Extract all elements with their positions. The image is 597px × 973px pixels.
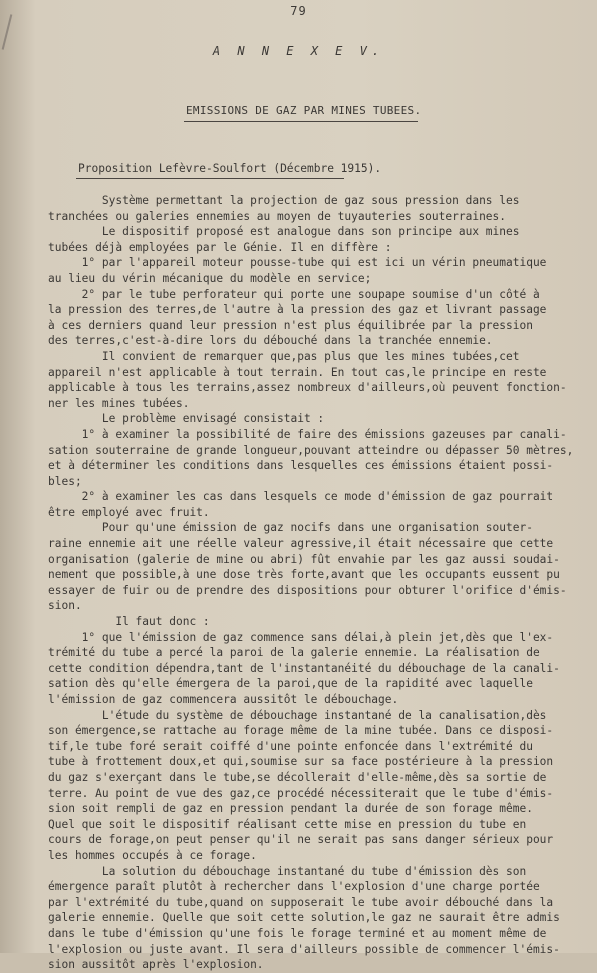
text-line: Il convient de remarquer que,pas plus que les mines tubées,cet [48, 349, 520, 363]
text-line: 1° par l'appareil moteur pousse-tube qui est ici un vérin pneumatique [48, 256, 547, 270]
text-line: l'explosion ou juste avant. Il sera d'ailleurs possible de commencer l'émis- [48, 942, 560, 956]
text-line: bles; [48, 474, 82, 488]
text-line: du gaz s'exerçant dans le tube,se décollerait d'elle-même,dès sa sortie de [48, 770, 547, 784]
text-line: émergence paraît plutôt à rechercher dans l'explosion d'une charge portée [48, 880, 540, 894]
text-line: sion. [48, 599, 82, 613]
text-line: essayer de fuir ou de prendre des dispositions pour obturer l'orifice d'émis- [48, 583, 567, 597]
text-line: 2° à examiner les cas dans lesquels ce mode d'émission de gaz pourrait [48, 490, 554, 504]
text-line: La solution du débouchage instantané du tube d'émission dès son [48, 864, 527, 878]
text-line: appareil n'est applicable à tout terrain. En tout cas,le principe en reste [48, 365, 547, 379]
text-line: Système permettant la projection de gaz sous pression dans les [48, 194, 520, 207]
text-line: tranchées ou galeries ennemies au moyen de tuyauteries souterraines. [48, 209, 507, 223]
text-line: galerie ennemie. Quelle que soit cette solution,le gaz ne saurait être admis [48, 911, 560, 925]
text-line: la pression des terres,de l'autre à la pression des gaz et livrant passage [48, 303, 547, 317]
proposal-heading-underline [76, 178, 344, 179]
text-line: 1° que l'émission de gaz commence sans délai,à plein jet,dès que l'ex- [48, 630, 554, 644]
text-line: 2° par le tube perforateur qui porte une soupape soumise d'un côté à [48, 287, 540, 301]
text-line: Le dispositif proposé est analogue dans son principe aux mines [48, 225, 520, 239]
text-line: tubées déjà employées par le Génie. Il en diffère : [48, 240, 392, 254]
text-line: des terres,c'est-à-dire lors du débouché dans la tranchée ennemie. [48, 334, 493, 348]
text-line: sion aussitôt après l'explosion. [48, 958, 264, 972]
text-line: Quel que soit le dispositif réalisant cette mise en pression du tube en [48, 817, 527, 831]
text-line: au lieu du vérin mécanique du modèle en service; [48, 271, 372, 285]
page-number: 79 [290, 4, 307, 18]
annex-heading: A N N E X E V. [212, 44, 385, 58]
text-line: tube à frottement doux,et qui,soumise sur sa face postérieure à la pression [48, 755, 554, 769]
text-line: et à déterminer les conditions dans lesquelles ces émissions étaient possi- [48, 459, 554, 473]
text-line: nement que possible,à une dose très forte,avant que les occupants eussent pu [48, 568, 560, 582]
text-line: trémité du tube a percé la paroi de la galerie ennemie. La réalisation de [48, 646, 540, 660]
text-line: dans le tube d'émission qu'une fois le forage terminé et au moment même de [48, 926, 547, 940]
text-line: Le problème envisagé consistait : [48, 412, 325, 426]
section-title-underline [184, 121, 418, 122]
text-line: les hommes occupés à ce forage. [48, 848, 257, 862]
text-line: son émergence,se rattache au forage même de la mine tubée. Dans ce disposi- [48, 724, 554, 738]
text-line: terre. Au point de vue des gaz,ce procédé nécessiterait que le tube d'émis- [48, 786, 554, 800]
body-text [48, 193, 588, 973]
proposal-heading: Proposition Lefèvre-Soulfort (Décembre 1915). [78, 162, 382, 175]
text-line: organisation (galerie de mine ou abri) fût envahie par les gaz aussi soudai- [48, 552, 560, 566]
text-line: à ces derniers quand leur pression n'est plus équilibrée par la pression [48, 318, 533, 332]
text-line: cette condition dépendra,tant de l'instantanéité du débouchage de la canali- [48, 661, 560, 675]
text-line: être employé avec fruit. [48, 505, 210, 519]
text-line: sion soit rempli de gaz en pression pendant la durée de son forage même. [48, 802, 533, 816]
text-line: par l'extrémité du tube,quand on supposerait le tube avoir débouché dans la [48, 895, 554, 909]
text-line: sation souterraine de grande longueur,pouvant atteindre ou dépasser 50 mètres, [48, 443, 574, 457]
text-line: L'étude du système de débouchage instantané de la canalisation,dès [48, 708, 547, 722]
text-line: Pour qu'une émission de gaz nocifs dans une organisation souter- [48, 521, 533, 535]
text-line: raine ennemie ait une réelle valeur agressive,il était nécessaire que cette [48, 537, 554, 551]
text-line: 1° à examiner la possibilité de faire des émissions gazeuses par canali- [48, 427, 567, 441]
section-title: EMISSIONS DE GAZ PAR MINES TUBEES. [186, 104, 422, 117]
text-line: applicable à tous les terrains,assez nombreux d'ailleurs,où peuvent fonction- [48, 381, 567, 395]
text-line: cours de forage,on peut penser qu'il ne serait pas sans danger sérieux pour [48, 833, 554, 847]
text-line: ner les mines tubées. [48, 396, 190, 410]
text-line: Il faut donc : [48, 615, 210, 629]
text-line: sation dès qu'elle émergera de la paroi,que de la rapidité avec laquelle [48, 677, 533, 691]
text-line: l'émission de gaz commencera aussitôt le débouchage. [48, 693, 399, 706]
text-line: tif,le tube foré serait coiffé d'une pointe enfoncée dans l'extrémité du [48, 739, 533, 753]
